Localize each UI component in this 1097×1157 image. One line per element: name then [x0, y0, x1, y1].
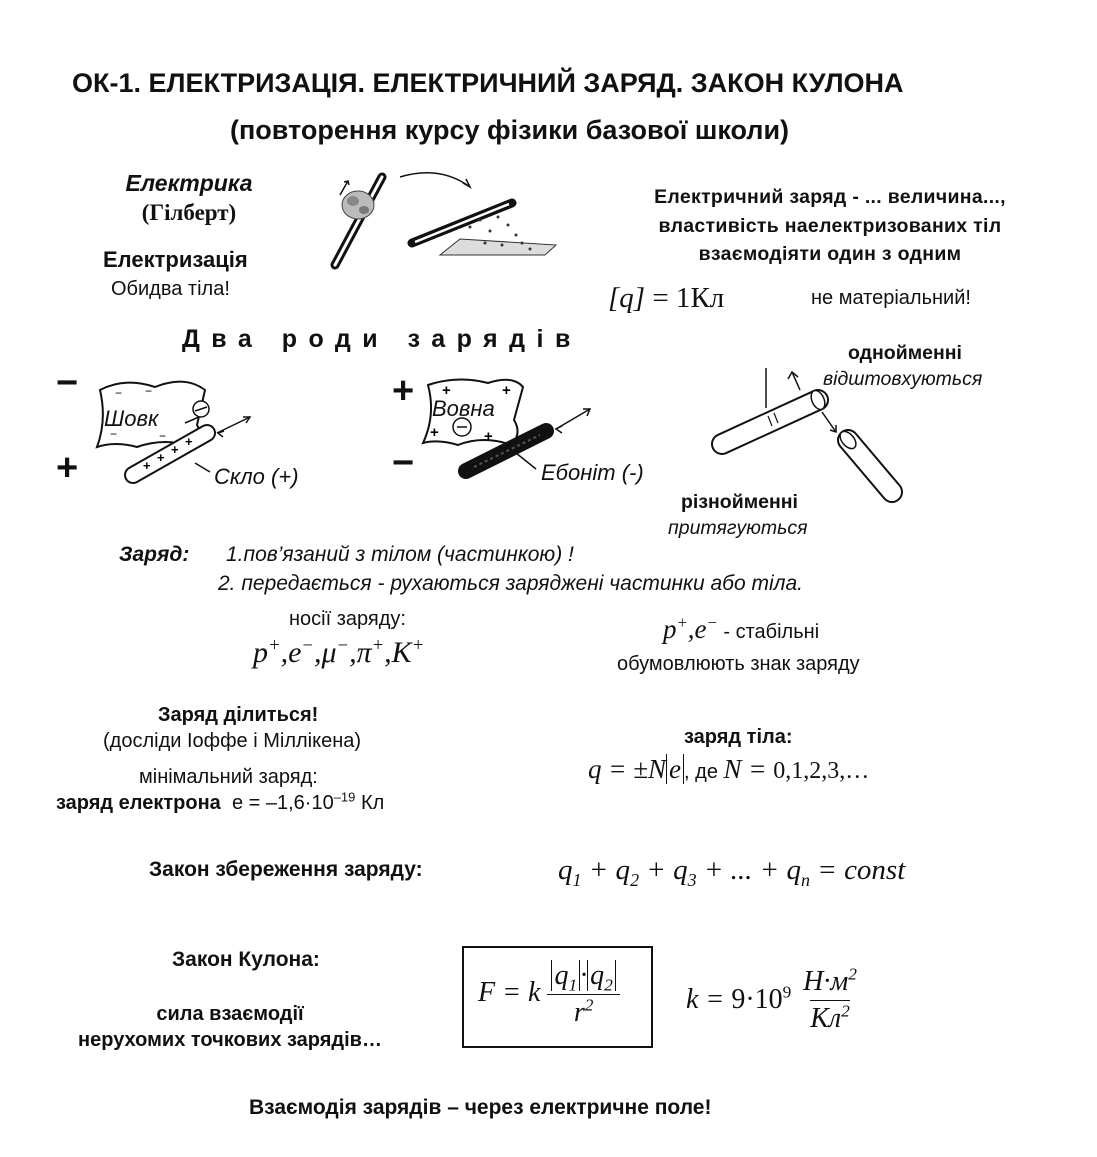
minus-sign-icon: −: [392, 442, 415, 484]
svg-text:−: −: [110, 427, 118, 441]
suspended-rod-icon: [722, 388, 828, 444]
svg-text:−: −: [115, 386, 123, 400]
coulomb-desc-line2: нерухомих точкових зарядів…: [78, 1029, 382, 1051]
min-charge-label: мінімальний заряд:: [139, 766, 318, 788]
both-bodies-note: Обидва тіла!: [111, 278, 230, 300]
svg-text:+: +: [157, 450, 165, 465]
coulomb-desc-line1: сила взаємодії: [156, 1003, 304, 1025]
svg-text:+: +: [171, 442, 179, 457]
svg-text:+: +: [502, 382, 511, 399]
divisible-title: Заряд ділиться!: [158, 704, 319, 726]
electron-charge-line: заряд електрона $e = -1,6\cdot 10^{-19}$ Кл: [56, 789, 385, 814]
silk-label: Шовк: [104, 406, 159, 431]
same-charges-action: відштовхуються: [823, 368, 983, 390]
gilbert-name: (Гілберт): [141, 200, 237, 225]
carriers-label: носії заряду:: [289, 608, 406, 630]
electrization-term: Електризація: [103, 247, 248, 272]
minus-sign-icon: −: [56, 362, 79, 404]
sign-note: обумовлюють знак заряду: [617, 653, 860, 675]
coulomb-formula-box: [462, 946, 653, 1048]
svg-text:+: +: [430, 424, 439, 441]
svg-text:+: +: [484, 428, 493, 445]
conservation-label: Закон збереження заряду:: [149, 858, 423, 881]
transfer-arrow-icon: [400, 173, 470, 187]
charge-prop-1: 1.пов’язаний з тілом (частинкою) !: [226, 543, 574, 566]
charge-definition-line1: Електричний заряд - ... величина...,: [654, 186, 1006, 208]
rod-horizontal-icon: [412, 203, 512, 243]
charge-props-label: Заряд:: [119, 543, 190, 566]
charge-definition-line2: властивість наелектризованих тіл: [658, 215, 1002, 237]
ebonite-label: Ебоніт (-): [541, 460, 644, 485]
charge-unit-formula: [q] = 1Кл: [608, 282, 725, 314]
opposite-charges-action: притягуються: [668, 517, 808, 539]
attract-arrow-icon: [822, 412, 836, 432]
page-title: ОК-1. ЕЛЕКТРИЗАЦІЯ. ЕЛЕКТРИЧНИЙ ЗАРЯД. ЗАКОН КУЛОНА: [72, 68, 904, 98]
k-constant-formula: $k = 9\cdot 10^9$ $\frac{Н\cdot м^2}{Кл^2}$: [686, 964, 857, 1034]
charge-prop-2: 2. передається - рухаються заряджені частинки або тіла.: [218, 572, 804, 595]
same-charges-title: однойменні: [848, 342, 962, 364]
plus-sign-icon: +: [56, 447, 79, 489]
motion-arrow-icon: [340, 181, 349, 195]
not-material-note: не матеріальний!: [811, 287, 971, 309]
svg-text:+: +: [143, 458, 151, 473]
body-charge-formula: q = ±N e , де N = 0,1,2,3,…: [588, 754, 870, 784]
svg-text:−: −: [145, 384, 153, 398]
approaching-rod-icon: [837, 428, 892, 492]
page-subtitle: (повторення курсу фізики базової школи): [230, 115, 790, 145]
coulomb-formula: F = k $\frac{q_1 \cdot q_2}{r^2}$: [478, 960, 620, 1029]
glass-label: Скло (+): [214, 464, 299, 489]
plus-sign-icon: +: [392, 370, 415, 412]
coulomb-label: Закон Кулона:: [172, 948, 320, 971]
motion-arrow-icon: [217, 417, 250, 433]
svg-text:+: +: [185, 434, 193, 449]
svg-text:+: +: [442, 382, 451, 399]
cloth-puff-icon: [342, 191, 374, 219]
two-kinds-heading: Два роди зарядів: [182, 325, 582, 353]
carriers-formula: p+,e−,μ−,π+,K+: [253, 635, 425, 669]
footer-statement: Взаємодія зарядів – через електричне поле!: [249, 1096, 712, 1119]
body-charge-label: заряд тіла:: [684, 726, 793, 748]
conservation-formula: $q_1 + q_2 + q_3$ + ... + $q_n$ = const: [558, 854, 906, 890]
svg-text:−: −: [159, 429, 167, 443]
experiments-note: (досліди Іоффе і Міллікена): [103, 730, 362, 752]
electrika-word: Електрика: [125, 170, 253, 196]
wool-label: Вовна: [432, 396, 495, 421]
opposite-charges-title: різнойменні: [681, 491, 798, 513]
charge-definition-line3: взаємодіяти один з одним: [698, 243, 962, 265]
rubbing-illustration: [320, 165, 560, 275]
stable-particles: p+,e− - стабільні: [663, 613, 820, 644]
